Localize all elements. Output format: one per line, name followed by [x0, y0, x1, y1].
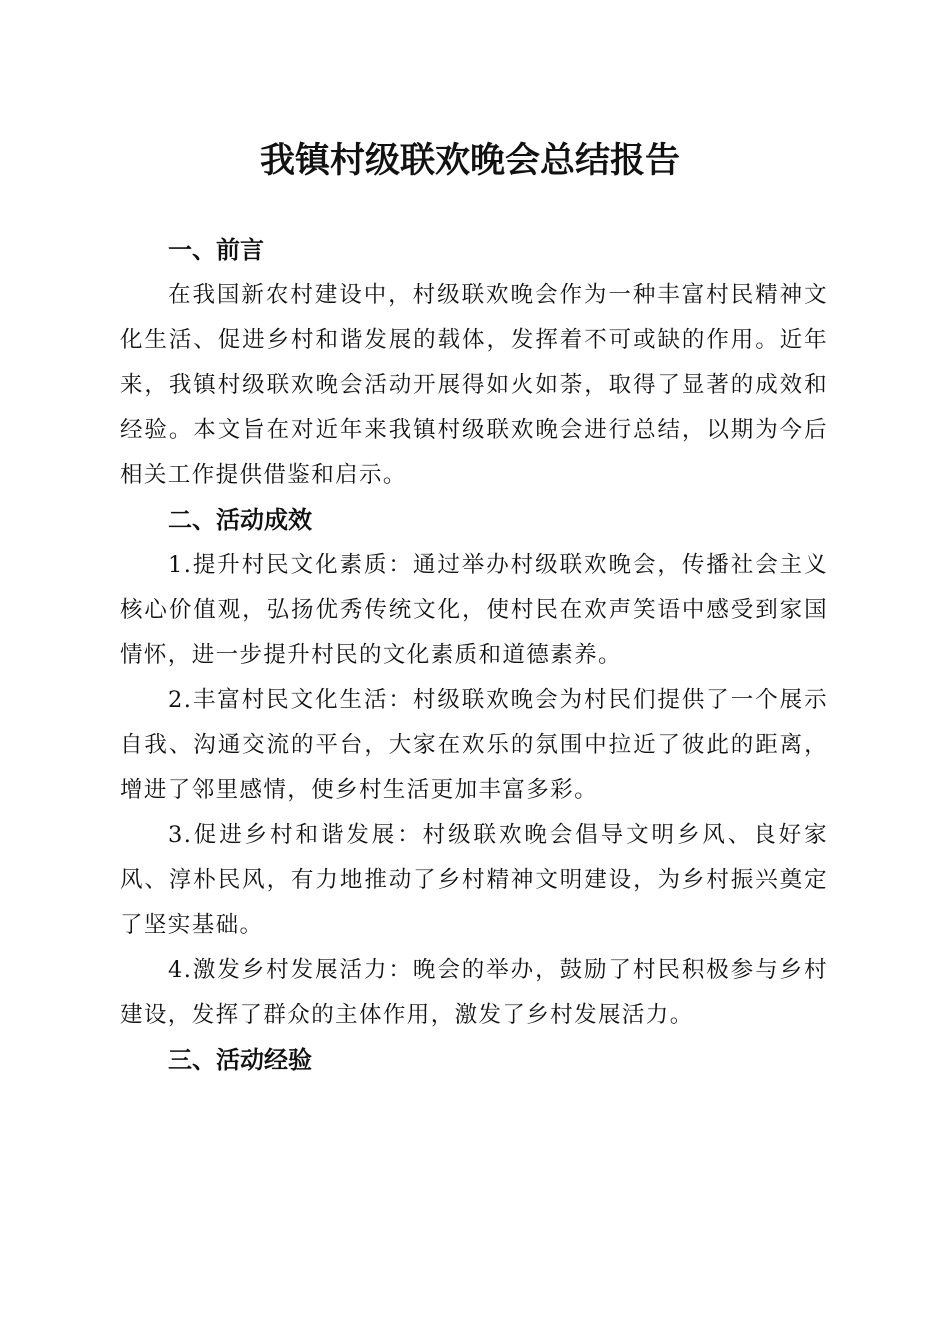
- document-body: [120, 228, 828, 1083]
- paragraph-preface: 在我国新农村建设中，村级联欢晚会作为一种丰富村民精神文化生活、促进乡村和谐发展的载体，发挥着不可或缺的作用。近年来，我镇村级联欢晚会活动开展得如火如荼，取得了显著的成效和经验。本文旨在对近年来我镇村级联欢晚会进行总结，以期为今后相关工作提供借鉴和启示。: [120, 282, 828, 488]
- section-heading-results: 二、活动成效: [168, 506, 312, 534]
- section-heading-preface: 一、前言: [168, 236, 264, 264]
- document-title: 我镇村级联欢晚会总结报告: [259, 140, 680, 181]
- paragraph-result-3: 3.促进乡村和谐发展：村级联欢晚会倡导文明乡风、良好家风、淳朴民风，有力地推动了乡村精神文明建设，为乡村振兴奠定了坚实基础。: [120, 822, 828, 938]
- paragraph-result-1: 1.提升村民文化素质：通过举办村级联欢晚会，传播社会主义核心价值观，弘扬优秀传统文化，使村民在欢声笑语中感受到家国情怀，进一步提升村民的文化素质和道德素养。: [120, 552, 828, 668]
- section-heading-experience: 三、活动经验: [168, 1046, 312, 1074]
- paragraph-result-4: 4.激发乡村发展活力：晚会的举办，鼓励了村民积极参与乡村建设，发挥了群众的主体作用，激发了乡村发展活力。: [120, 957, 828, 1028]
- paragraph-result-2: 2.丰富村民文化生活：村级联欢晚会为村民们提供了一个展示自我、沟通交流的平台，大家在欢乐的氛围中拉近了彼此的距离，增进了邻里感情，使乡村生活更加丰富多彩。: [120, 687, 828, 803]
